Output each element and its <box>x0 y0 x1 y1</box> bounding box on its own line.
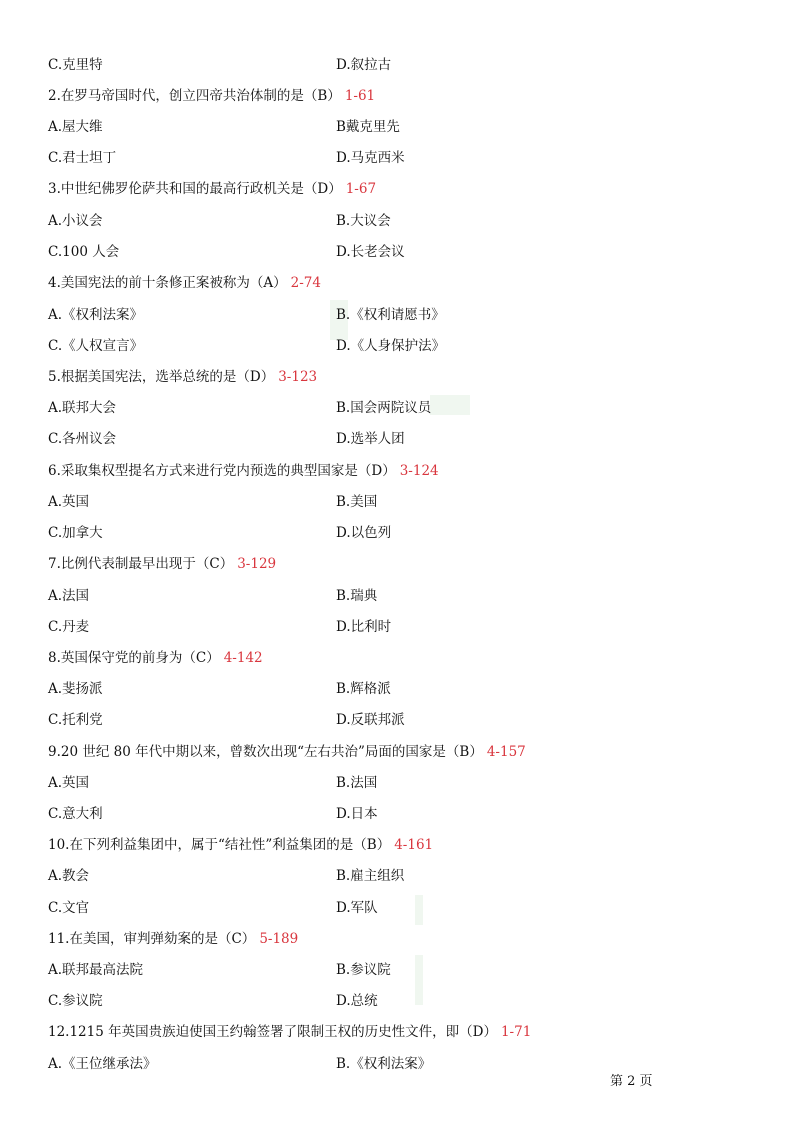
page-reference: 5-189 <box>259 931 299 947</box>
page-reference: 3-129 <box>237 556 277 572</box>
question-6 <box>48 460 439 482</box>
page-reference: 4-161 <box>394 837 434 853</box>
option-a: A.法国 <box>48 588 90 604</box>
option-d: D.马克西米 <box>336 150 405 166</box>
question-12 <box>48 1021 531 1043</box>
background-smudge <box>430 395 470 415</box>
page-reference: 4-142 <box>223 650 263 666</box>
option-d: D.以色列 <box>336 525 392 541</box>
page-reference: 4-157 <box>486 744 526 760</box>
option-d: D.总统 <box>336 993 378 1009</box>
background-smudge <box>415 895 423 925</box>
option-a: A.斐扬派 <box>48 681 103 697</box>
option-d: D.选举人团 <box>336 431 405 447</box>
question-text: 9.20 世纪 80 年代中期以来，曾数次出现“左右共治”局面的国家是（B） <box>48 744 483 760</box>
option-d: D.反联邦派 <box>336 712 405 728</box>
page-reference: 1-67 <box>345 181 377 197</box>
question-text: 11.在美国，审判弹劾案的是（C） <box>48 931 256 947</box>
option-b: B.美国 <box>336 494 378 510</box>
question-text: 5.根据美国宪法，选举总统的是（D） <box>48 369 275 385</box>
option-a: A.联邦大会 <box>48 400 117 416</box>
question-11 <box>48 928 298 950</box>
option-d: D.军队 <box>336 900 378 916</box>
option-b: B.国会两院议员 <box>336 400 432 416</box>
option-a: A.屋大维 <box>48 119 103 135</box>
option-a: A.《王位继承法》 <box>48 1056 157 1072</box>
page-reference: 3-123 <box>278 369 318 385</box>
option-c: C.加拿大 <box>48 525 103 541</box>
question-text: 7.比例代表制最早出现于（C） <box>48 556 234 572</box>
option-d: D.《人身保护法》 <box>336 338 446 354</box>
option-a: A.英国 <box>48 775 90 791</box>
page-reference: 3-124 <box>399 463 439 479</box>
page-number: 第 2 页 <box>610 1074 653 1089</box>
option-b: B.大议会 <box>336 213 391 229</box>
option-b: B.《权利法案》 <box>336 1056 432 1072</box>
option-c: C.《人权宣言》 <box>48 338 144 354</box>
question-8 <box>48 647 263 669</box>
page-reference: 1-71 <box>500 1024 532 1040</box>
option-b: B.法国 <box>336 775 378 791</box>
question-text: 6.采取集权型提名方式来进行党内预选的典型国家是（D） <box>48 463 396 479</box>
question-5 <box>48 366 317 388</box>
option-b: B.瑞典 <box>336 588 378 604</box>
option-a: A.小议会 <box>48 213 103 229</box>
option-d: D.日本 <box>336 806 378 822</box>
option-c: C.参议院 <box>48 993 103 1009</box>
option-c: C.意大利 <box>48 806 103 822</box>
option-c: C.君士坦丁 <box>48 150 117 166</box>
page-reference: 1-61 <box>344 88 376 104</box>
page-reference: 2-74 <box>290 275 321 291</box>
question-text: 8.英国保守党的前身为（C） <box>48 650 220 666</box>
option-a: A.教会 <box>48 868 90 884</box>
option-d: D.叙拉古 <box>336 57 392 73</box>
question-7 <box>48 553 276 575</box>
option-c: C.文官 <box>48 900 90 916</box>
question-text: 12.1215 年英国贵族迫使国王约翰签署了限制王权的历史性文件，即（D） <box>48 1024 497 1040</box>
option-b: B.雇主组织 <box>336 868 405 884</box>
option-a: A.《权利法案》 <box>48 307 144 323</box>
option-d: D.长老会议 <box>336 244 405 260</box>
option-c: C.各州议会 <box>48 431 117 447</box>
question-text: 3.中世纪佛罗伦萨共和国的最高行政机关是（D） <box>48 181 342 197</box>
option-b: B戴克里先 <box>336 119 400 135</box>
option-b: B.《权利请愿书》 <box>336 307 445 323</box>
option-c: C.托利党 <box>48 712 103 728</box>
option-c: C.100 人会 <box>48 244 120 260</box>
question-text: 4.美国宪法的前十条修正案被称为（A） <box>48 275 287 291</box>
option-a: A.英国 <box>48 494 90 510</box>
question-10 <box>48 834 433 856</box>
question-3 <box>48 178 376 200</box>
question-text: 2.在罗马帝国时代，创立四帝共治体制的是（B） <box>48 88 341 104</box>
question-4 <box>48 272 321 294</box>
background-smudge <box>415 955 423 1005</box>
option-b: B.参议院 <box>336 962 391 978</box>
question-9 <box>48 741 526 763</box>
option-c: C.丹麦 <box>48 619 90 635</box>
option-a: A.联邦最高法院 <box>48 962 144 978</box>
option-b: B.辉格派 <box>336 681 391 697</box>
option-d: D.比利时 <box>336 619 392 635</box>
question-text: 10.在下列利益集团中，属于“结社性”利益集团的是（B） <box>48 837 391 853</box>
option-c: C.克里特 <box>48 57 103 73</box>
question-2 <box>48 85 375 107</box>
